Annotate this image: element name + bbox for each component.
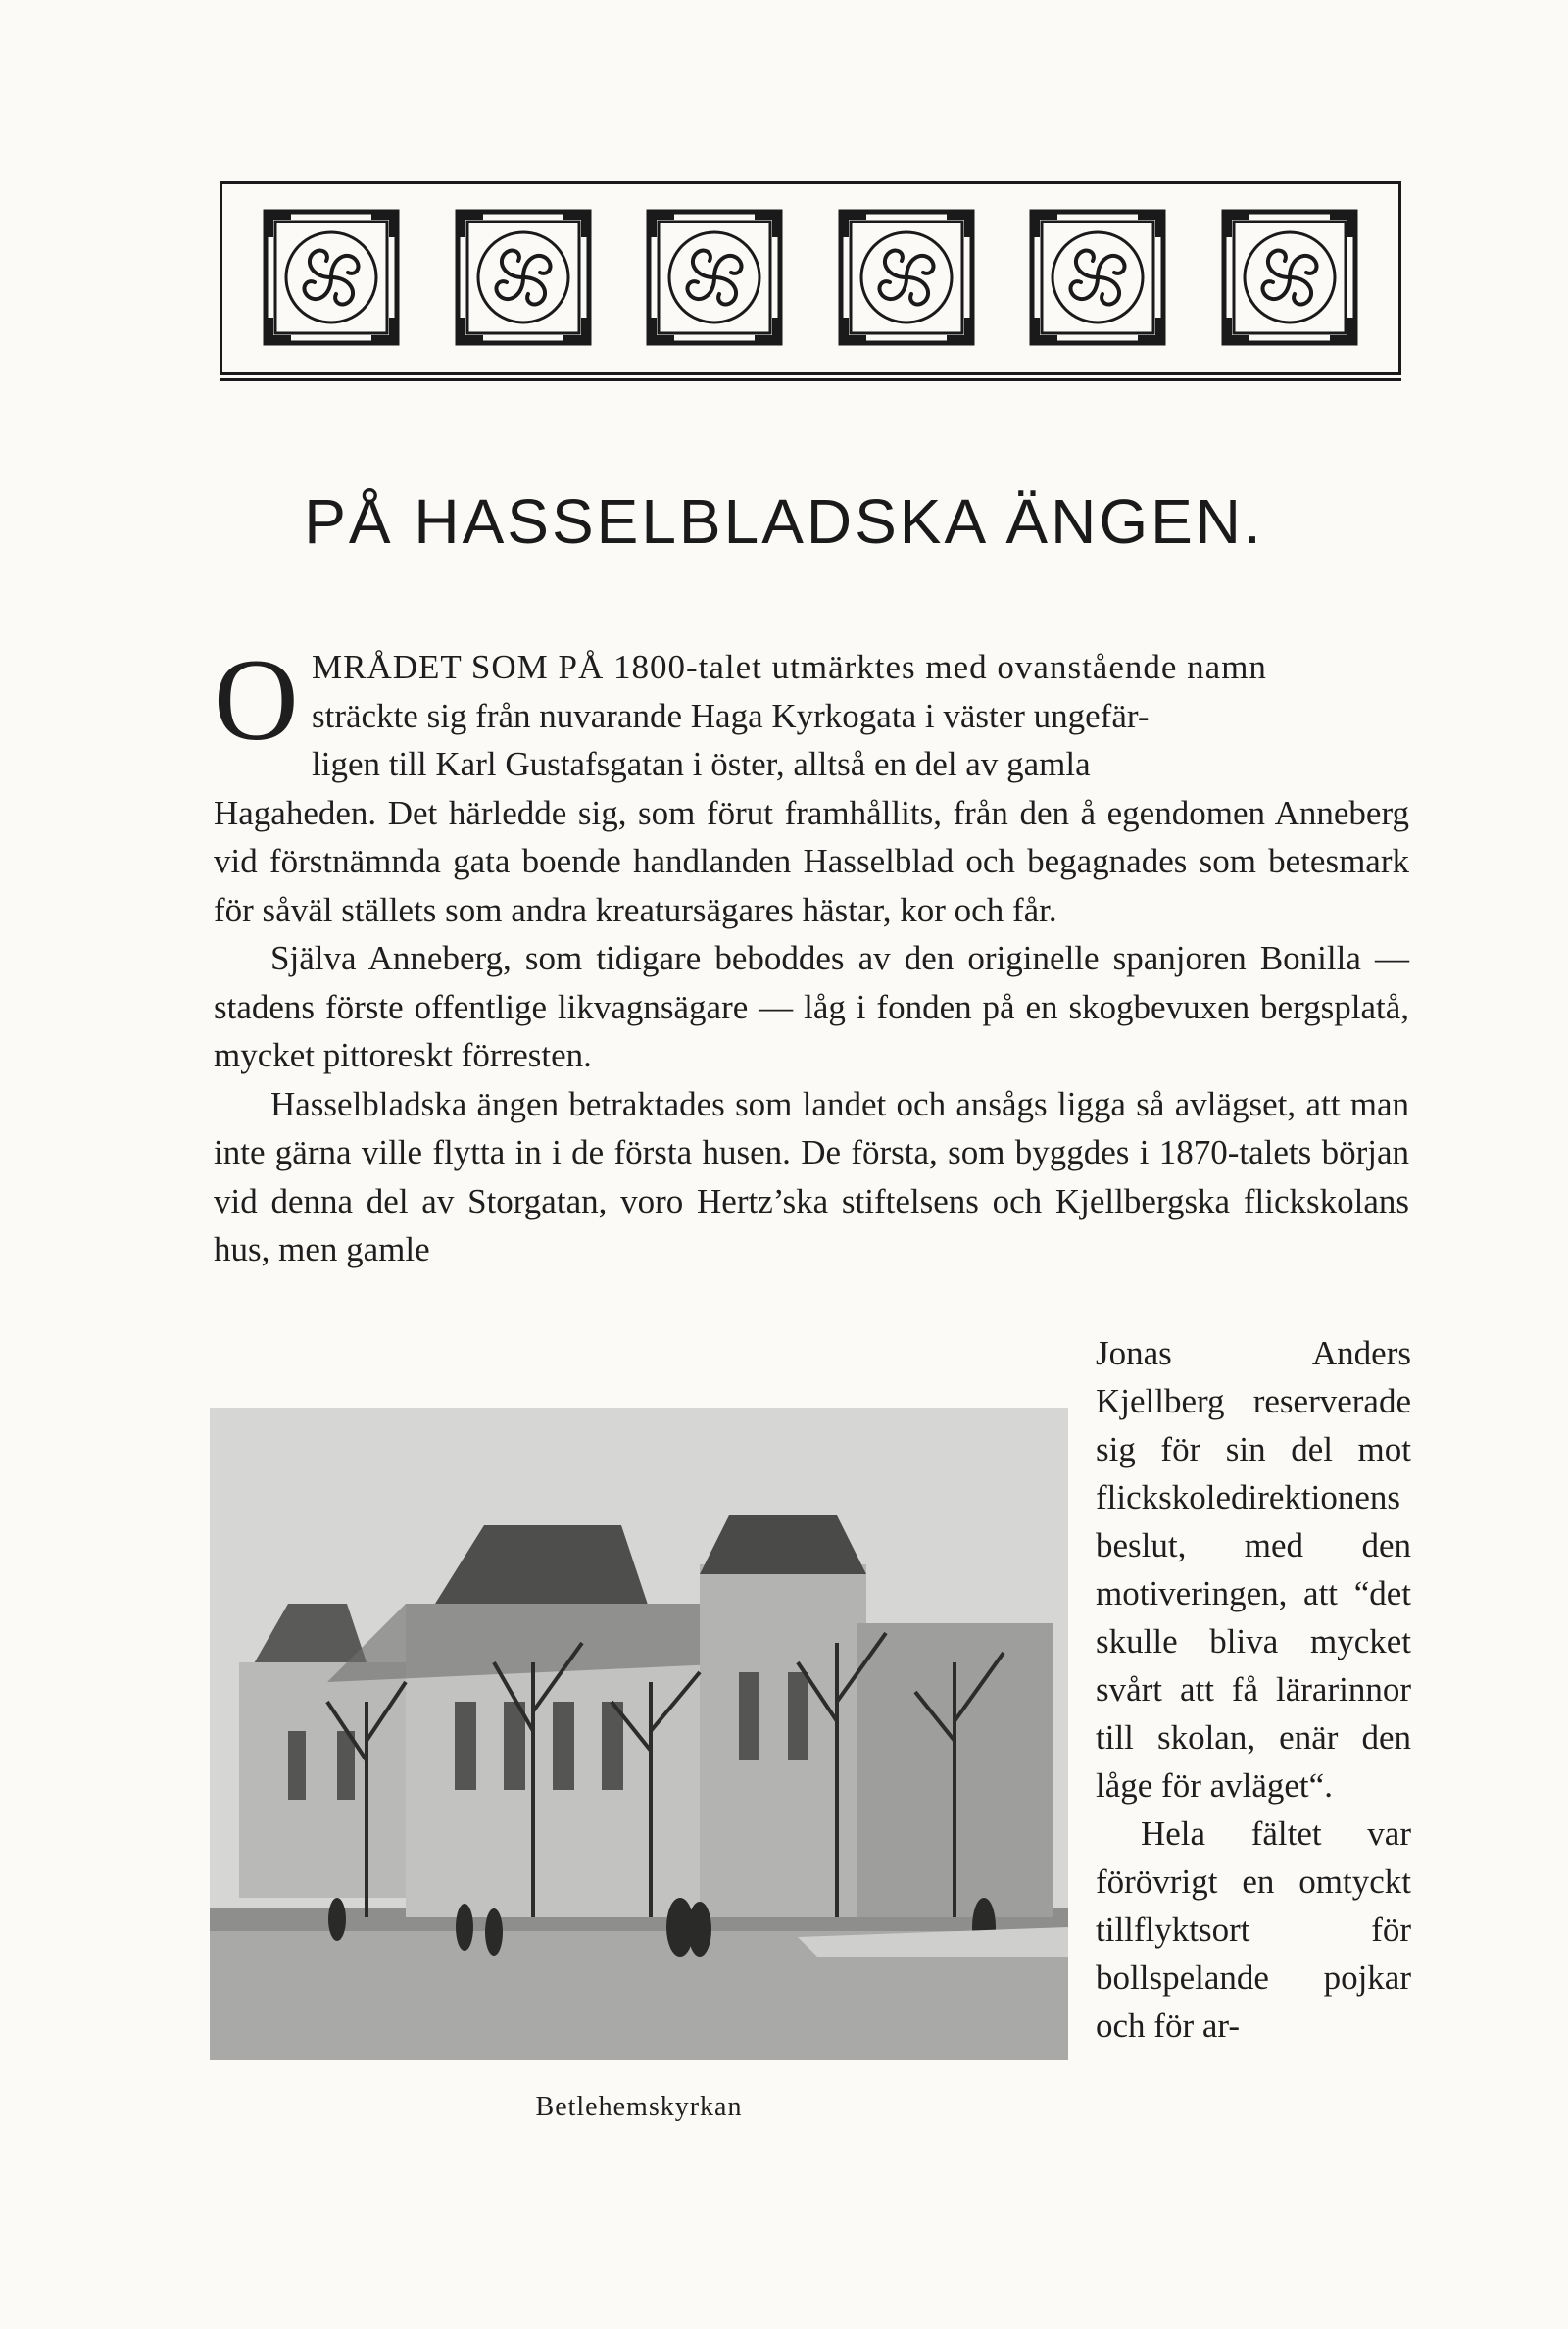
spiral-knot-icon [454, 208, 593, 347]
ornament-tile [454, 208, 593, 347]
spiral-knot-icon [262, 208, 401, 347]
ornament-tiles [262, 208, 1359, 347]
paragraph-3: Hasselbladska ängen betraktades som landet och ansågs ligga så avlägset, att man inte gärna ville flytta in i de första husen. De första, som byggdes i 1870-talets början vid denna del av Storgatan, voro Hertz’ska stiftelsens och Kjellbergska flickskolans hus, men gamle [214, 1084, 1409, 1268]
paragraph-2: Själva Anneberg, som tidigare beboddes av den originelle spanjoren Bonilla — stadens förste offentlige likvagnsägare — låg i fonden på en skogbevuxen bergsplatå, mycket pittoreskt förresten. [214, 939, 1409, 1074]
page-title: PÅ HASSELBLADSKA ÄNGEN. [304, 486, 1264, 557]
ornament-band [220, 181, 1401, 375]
spiral-knot-icon [837, 208, 976, 347]
ornament-band-underline [220, 378, 1401, 381]
ornament-tile [837, 208, 976, 347]
opening-paragraph-head [214, 634, 1409, 789]
ornament-tile [645, 208, 784, 347]
church-photo [210, 1408, 1068, 2060]
spiral-knot-icon [645, 208, 784, 347]
figure-caption: Betlehemskyrkan [535, 2092, 743, 2122]
ornament-tile [262, 208, 401, 347]
lead-line-3: ligen till Karl Gustafsgatan i öster, alltså en del av gamla [312, 745, 1091, 783]
spiral-knot-icon [1220, 208, 1359, 347]
main-text-column [214, 634, 1409, 1274]
church-photo-illustration [210, 1408, 1068, 2060]
lead-line-1: MRÅDET SOM PÅ 1800-talet utmärktes med ovanstående namn [312, 648, 1267, 686]
lead-line-2: sträckte sig från nuvarande Haga Kyrkogata i väster ungefär- [312, 696, 1150, 735]
ornament-tile [1028, 208, 1167, 347]
paragraph-4: Hela fältet var förövrigt en omtyckt tillflyktsort för bollspelande pojkar och för ar- [1096, 1814, 1411, 2045]
drop-cap: O [214, 634, 299, 765]
figure [210, 1408, 1068, 2123]
paragraph-3-continued: Jonas Anders Kjellberg reserverade sig för sin del mot flickskoledirektionens beslut, med den motiveringen, att “det skulle bliva mycket svårt att få lärarinnor till skolan, enär den låge för avläget“. [1096, 1334, 1411, 1805]
paragraph-1-rest: Hagaheden. Det härledde sig, som förut framhållits, från den å egendomen Anneberg vid förstnämnda gata boende handlanden Hasselblad och begagnades som betesmark för såväl ställets som andra kreatursägares hästar, kor och får. [214, 793, 1409, 929]
side-text-column [1096, 1329, 1411, 2050]
ornament-tile [1220, 208, 1359, 347]
spiral-knot-icon [1028, 208, 1167, 347]
